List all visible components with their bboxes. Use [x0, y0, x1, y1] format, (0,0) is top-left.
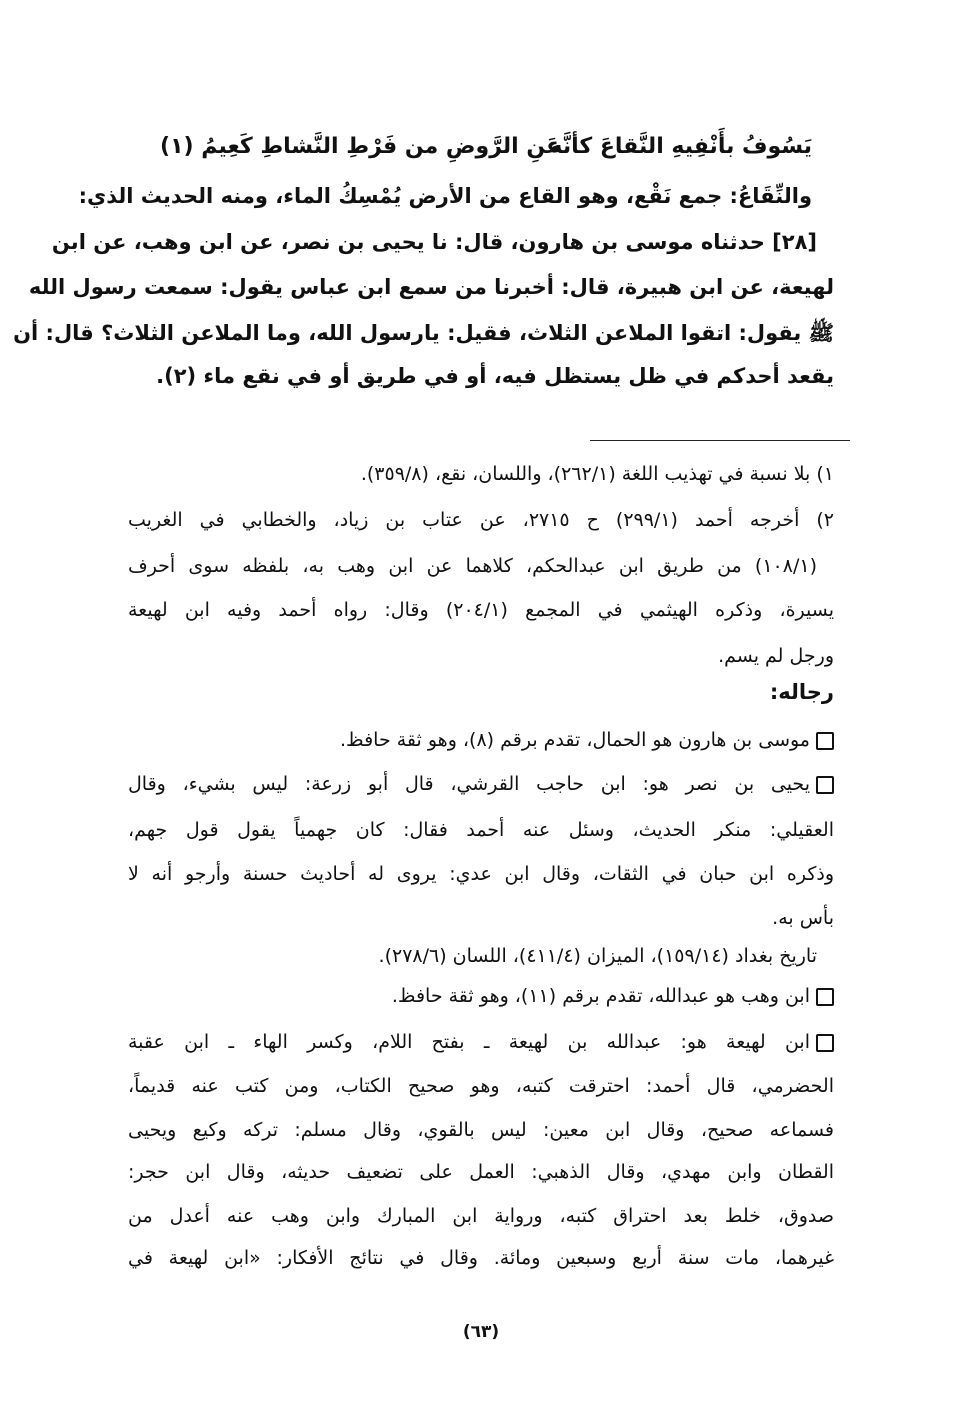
body-line: يقعد أحدكم في ظل يستظل فيه، أو في طريق أو في نقع ماء (٢). [156, 364, 834, 388]
narrator-text: بأس به. [772, 907, 834, 929]
checkbox-square-icon [816, 732, 834, 750]
narrator-text: العقيلي: منكر الحديث، وسئل عنه أحمد فقال: كان جهمياً يقول قول جهم، [128, 819, 834, 841]
narrator-text: فسماعه صحيح، وقال ابن معين: ليس بالقوي، وقال مسلم: تركه وكيع ويحيى [128, 1119, 834, 1141]
narrator-entry [128, 762, 834, 806]
body-line: [٢٨] حدثناه موسى بن هارون، قال: نا يحيى بن نصر، عن ابن وهب، عن ابن [51, 230, 817, 254]
verse-hemistich-second: عَنِ الرَّوضِ من فَرْطِ النَّشاطِ كَعِيمُ (١) [160, 134, 562, 159]
narrator-text: ابن لهيعة هو: عبدالله بن لهيعة ـ بفتح اللام، وكسر الهاء ـ ابن عقبة [128, 1031, 810, 1053]
footnote: ١) بلا نسبة في تهذيب اللغة (٢٦٢/١)، واللسان، نقع، (٣٥٩/٨). [360, 463, 834, 485]
narrator-text: الحضرمي، قال أحمد: احترقت كتبه، وهو صحيح الكتاب، ومن كتب عنه قديماً، [128, 1075, 834, 1097]
verse-hemistich-first: يَسُوفُ بأَنْفِيهِ النَّقاعَ كأنَّه [549, 134, 812, 159]
narrator-entry [128, 1020, 834, 1064]
narrator-entry [340, 718, 834, 762]
footnote: يسيرة، وذكره الهيثمي في المجمع (٢٠٤/١) وقال: رواه أحمد وفيه ابن لهيعة [128, 599, 835, 621]
body-line: ﷺ يقول: اتقوا الملاعن الثلاث، فقيل: يارسول الله، وما الملاعن الثلاث؟ قال: أن [13, 321, 834, 345]
narrator-text: وذكره ابن حبان في الثقات، وقال ابن عدي: يروى له أحاديث حسنة وأرجو أنه لا [128, 863, 834, 885]
checkbox-square-icon [816, 1034, 834, 1052]
narrator-text: ابن وهب هو عبدالله، تقدم برقم (١١)، وهو ثقة حافظ. [391, 985, 810, 1007]
narrator-text: غيرهما، مات سنة أربع وسبعين ومائة. وقال في نتائج الأفكار: «ابن لهيعة في [128, 1247, 834, 1269]
narrator-text: موسى بن هارون هو الحمال، تقدم برقم (٨)، وهو ثقة حافظ. [340, 729, 810, 751]
body-line: والنِّقَاعُ: جمع نَقْع، وهو القاع من الأرض يُمْسِكُ الماء، ومنه الحديث الذي: [78, 184, 812, 208]
checkbox-square-icon [816, 776, 834, 794]
page-number: (٦٣) [462, 1322, 500, 1342]
footnote-divider [590, 440, 850, 441]
checkbox-square-icon [816, 988, 834, 1006]
body-line: لهيعة، عن ابن هبيرة، قال: أخبرنا من سمع ابن عباس يقول: سمعت رسول الله [28, 275, 834, 299]
narrator-text: صدوق، خلط بعد احتراق كتبه، ورواية ابن المبارك وابن وهب عنه أعدل من [128, 1205, 834, 1227]
narrator-text: القطان وابن مهدي، وقال الذهبي: العمل على تضعيف حديثه، وقال ابن حجر: [128, 1161, 834, 1183]
narrator-entry [392, 974, 834, 1018]
footnote: ٢) أخرجه أحمد (٢٩٩/١) ح ٢٧١٥، عن عتاب بن زياد، والخطابي في الغريب [128, 509, 834, 531]
narrator-text: يحيى بن نصر هو: ابن حاجب القرشي، قال أبو زرعة: ليس بشيء، وقال [128, 773, 810, 795]
poetry-verse [160, 134, 812, 170]
rijal-heading: رجاله: [769, 680, 834, 704]
footnote: (١٠٨/١) من طريق ابن عبدالحكم، كلاهما عن ابن وهب به، بلفظه سوى أحرف [128, 555, 817, 577]
source-references: تاريخ بغداد (١٥٩/١٤)، الميزان (٤١١/٤)، اللسان (٢٧٨/٦). [378, 945, 817, 967]
footnote: ورجل لم يسم. [718, 645, 834, 667]
